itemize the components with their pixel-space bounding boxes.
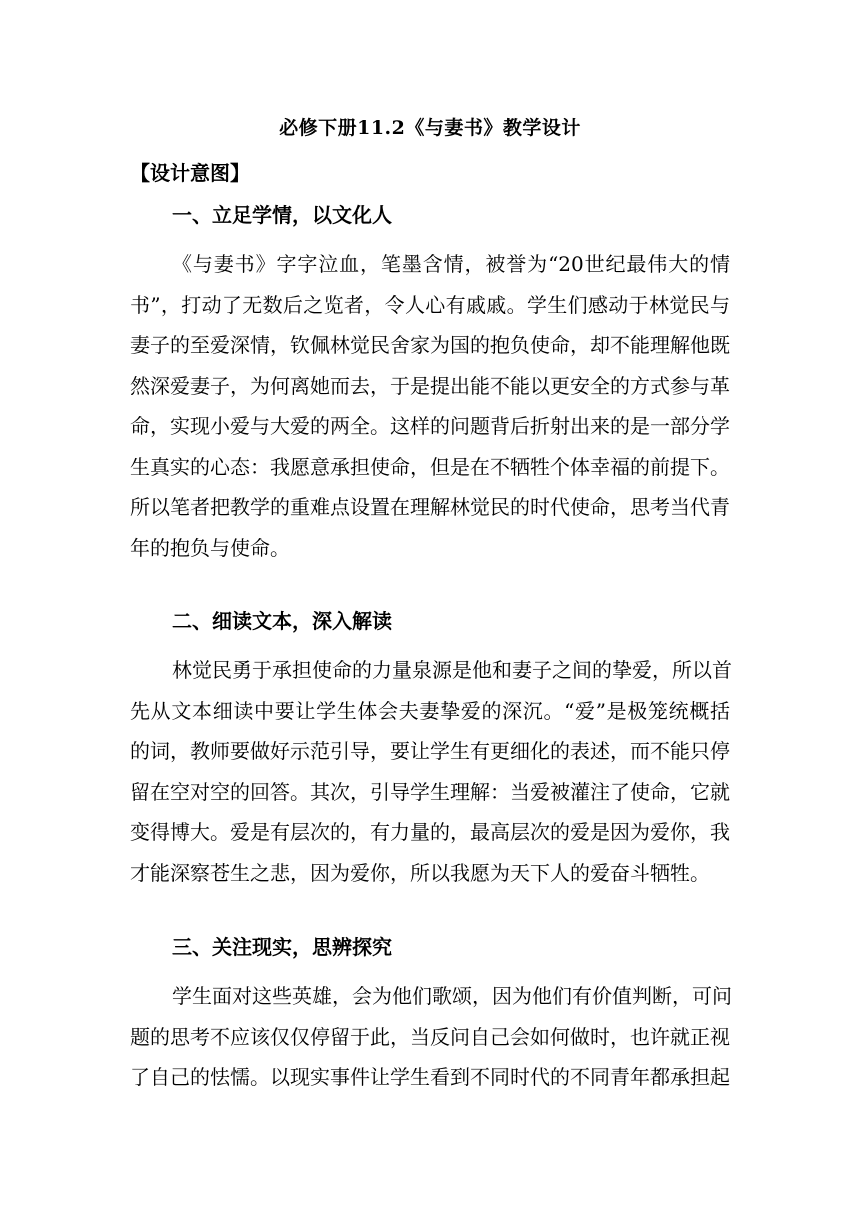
- paragraph-line: 所以笔者把教学的重难点设置在理解林觉民的时代使命，思考当代青: [130, 495, 730, 519]
- paragraph-line: 《与妻书》字字泣血，笔墨含情，被誉为“20世纪最伟大的情: [172, 252, 730, 276]
- paragraph-line: 了自己的怯懦。以现实事件让学生看到不同时代的不同青年都承担起: [130, 1065, 730, 1089]
- paragraph-line: 妻子的至爱深情，钦佩林觉民舍家为国的抱负使命，却不能理解他既: [130, 333, 730, 357]
- subsection-heading-2: 二、细读文本，深入解读: [172, 609, 392, 633]
- paragraph-line: 留在空对空的回答。其次，引导学生理解：当爱被灌注了使命，它就: [130, 779, 730, 804]
- paragraph-line: 学生面对这些英雄，会为他们歌颂，因为他们有价值判断，可问: [172, 984, 732, 1008]
- paragraph-line: 书”，打动了无数后之览者，令人心有戚戚。学生们感动于林觉民与: [130, 292, 730, 317]
- paragraph-3: [130, 976, 730, 1098]
- paragraph-2: [130, 650, 730, 893]
- paragraph-line: 变得博大。爱是有层次的，有力量的，最高层次的爱是因为爱你，我: [130, 820, 730, 844]
- subsection-heading-1: 一、立足学情，以文化人: [172, 203, 392, 227]
- paragraph-line: 才能深察苍生之悲，因为爱你，所以我愿为天下人的爱奋斗牺牲。: [130, 860, 710, 885]
- paragraph-line: 题的思考不应该仅仅停留于此，当反问自己会如何做时，也许就正视: [130, 1024, 730, 1049]
- paragraph-line: 命，实现小爱与大爱的两全。这样的问题背后折射出来的是一部分学: [130, 414, 730, 438]
- document-title: 必修下册11.2《与妻书》教学设计: [279, 117, 581, 139]
- paragraph-line: 生真实的心态：我愿意承担使命，但是在不牺牲个体幸福的前提下。: [130, 454, 730, 479]
- paragraph-line: 先从文本细读中要让学生体会夫妻挚爱的深沉。“爱”是极笼统概括: [130, 698, 730, 723]
- paragraph-line: 年的抱负与使命。: [130, 535, 290, 560]
- subsection-heading-3: 三、关注现实，思辨探究: [172, 935, 392, 959]
- paragraph-line: 然深爱妻子，为何离她而去，于是提出能不能以更安全的方式参与革: [130, 373, 730, 398]
- paragraph-line: 林觉民勇于承担使命的力量泉源是他和妻子之间的挚爱，所以首: [172, 658, 732, 682]
- paragraph-line: 的词，教师要做好示范引导，要让学生有更细化的表述，而不能只停: [130, 739, 730, 763]
- section-heading-design-intent: 【设计意图】: [130, 161, 250, 185]
- paragraph-1: [130, 244, 730, 568]
